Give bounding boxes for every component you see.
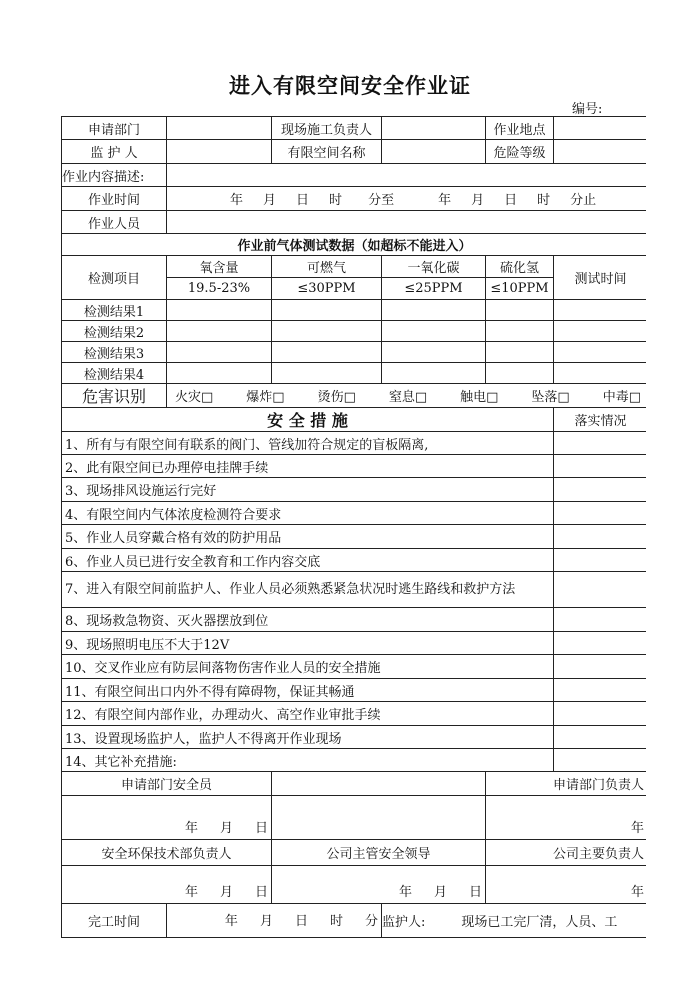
measure-item: 4、有限空间内气体浓度检测符合要求 [62,502,554,525]
unit: 时 [537,193,551,208]
unit: 月 [259,913,273,929]
unit: 月 [219,821,233,836]
result-cell[interactable] [167,363,272,384]
risk-level-label: 危险等级 [486,140,554,164]
hazard-label: 危害识别 [62,384,167,408]
unit: 年 [630,885,644,900]
result-cell[interactable] [272,321,382,342]
company-safety-leader-label: 公司主管安全领导 [272,840,486,866]
measure-item: 10、交叉作业应有防层间落物伤害作业人员的安全措施 [62,655,554,679]
safety-measures-heading: 安 全 措 施 [62,408,554,432]
limit-h2s: ≤10PPM [486,278,554,300]
result-cell[interactable] [554,363,647,384]
completion-time-label: 完工时间 [62,904,167,938]
result-cell[interactable] [167,321,272,342]
unit: 分止 [570,193,597,208]
workers-label: 作业人员 [62,211,167,234]
hazard-fire-checkbox[interactable]: 火灾□ [175,390,214,405]
completion-guardian-label: 监护人: [382,915,426,930]
blank-cell [272,772,486,796]
status-cell[interactable] [554,608,647,632]
status-cell[interactable] [554,432,647,455]
result-label: 检测结果2 [62,321,167,342]
gas-h2s: 硫化氢 [486,256,554,278]
result-cell[interactable] [486,321,554,342]
status-cell[interactable] [554,749,647,772]
space-name-label: 有限空间名称 [272,140,382,164]
space-name-field[interactable] [382,140,486,164]
limit-combustible: ≤30PPM [272,278,382,300]
unit: 分 [364,913,378,929]
company-safety-signature[interactable] [272,866,486,904]
workers-field[interactable] [167,211,647,234]
unit: 年 [184,885,198,900]
hazard-explosion-checkbox[interactable]: 爆炸□ [246,390,285,405]
unit: 月 [263,193,277,208]
measure-item: 2、此有限空间已办理停电挂牌手续 [62,455,554,478]
content-desc-label: 作业内容描述: [62,164,167,187]
measure-item: 7、进入有限空间前监护人、作业人员必须熟悉紧急状况时逃生路线和救护方法 [62,572,554,608]
status-cell[interactable] [554,572,647,608]
unit: 日 [468,885,482,900]
status-cell[interactable] [554,702,647,726]
limit-co: ≤25PPM [382,278,486,300]
hazard-poison-checkbox[interactable]: 中毒□ [602,390,641,405]
measure-item: 3、现场排风设施运行完好 [62,478,554,502]
result-cell[interactable] [272,363,382,384]
blank-signature[interactable] [272,796,486,840]
unit: 分至 [368,193,395,208]
result-label: 检测结果4 [62,363,167,384]
work-place-field[interactable] [554,117,647,140]
hazard-fall-checkbox[interactable]: 坠落□ [531,390,570,405]
status-cell[interactable] [554,632,647,655]
measure-item: 1、所有与有限空间有联系的阀门、管线加符合规定的盲板隔离, [62,432,554,455]
site-leader-label: 现场施工负责人 [272,117,382,140]
apply-safety-officer-label: 申请部门安全员 [62,772,272,796]
work-time-field[interactable] [167,187,647,211]
completion-time-field[interactable] [167,904,382,938]
gas-combustible: 可燃气 [272,256,382,278]
hazard-burn-checkbox[interactable]: 烫伤□ [317,390,356,405]
result-cell[interactable] [554,300,647,321]
result-cell[interactable] [486,342,554,363]
unit: 月 [471,193,485,208]
status-cell[interactable] [554,726,647,749]
result-cell[interactable] [554,342,647,363]
gas-co: 一氧化碳 [382,256,486,278]
measure-item: 12、有限空间内部作业，办理动火、高空作业审批手续 [62,702,554,726]
completion-note: 现场已工完厂清，人员、工 [461,915,618,930]
unit: 年 [438,193,452,208]
hazard-electric-checkbox[interactable]: 触电□ [460,390,499,405]
env-head-signature[interactable] [62,866,272,904]
unit: 年 [224,913,238,929]
status-cell[interactable] [554,679,647,702]
risk-level-field[interactable] [554,140,647,164]
result-cell[interactable] [486,363,554,384]
unit: 时 [329,913,343,929]
unit: 年 [184,821,198,836]
status-cell[interactable] [554,478,647,502]
env-dept-head-label: 安全环保技术部负责人 [62,840,272,866]
unit: 日 [504,193,518,208]
test-item-label: 检测项目 [62,256,167,300]
result-cell[interactable] [486,300,554,321]
guardian-field[interactable] [167,140,272,164]
measure-item: 14、其它补充措施: [62,749,554,772]
unit: 年 [630,821,644,836]
result-cell[interactable] [382,321,486,342]
status-cell[interactable] [554,455,647,478]
hazard-suffocation-checkbox[interactable]: 窒息□ [388,390,428,405]
content-desc-field[interactable] [167,164,647,187]
company-head-signature[interactable] [486,866,647,904]
page-title: 进入有限空间安全作业证 [229,74,471,98]
unit: 日 [294,913,308,929]
test-time-label: 测试时间 [554,256,647,300]
result-cell[interactable] [554,321,647,342]
measure-item: 5、作业人员穿戴合格有效的防护用品 [62,525,554,549]
result-cell[interactable] [272,342,382,363]
status-header: 落实情况 [554,408,647,432]
result-cell[interactable] [382,342,486,363]
limit-oxygen: 19.5-23% [167,278,272,300]
apply-dept-field[interactable] [167,117,272,140]
result-label: 检测结果1 [62,300,167,321]
guardian-label: 监 护 人 [62,140,167,164]
measure-item: 6、作业人员已进行安全教育和工作内容交底 [62,549,554,572]
unit: 年 [230,193,244,208]
gas-oxygen: 氧含量 [167,256,272,278]
result-cell[interactable] [167,342,272,363]
work-time-label: 作业时间 [62,187,167,211]
work-place-label: 作业地点 [486,117,554,140]
hazard-options [167,384,647,408]
site-leader-field[interactable] [382,117,486,140]
apply-dept-head-label: 申请部门负责人 [486,772,647,796]
apply-head-signature[interactable] [486,796,647,840]
gas-test-heading: 作业前气体测试数据（如超标不能进入） [62,234,647,256]
company-head-label: 公司主要负责人 [486,840,647,866]
unit: 时 [329,193,343,208]
measure-item: 13、设置现场监护人，监护人不得离开作业现场 [62,726,554,749]
unit: 年 [398,885,412,900]
unit: 月 [433,885,447,900]
result-cell[interactable] [272,300,382,321]
completion-guardian-cell[interactable] [382,904,647,938]
result-cell[interactable] [382,363,486,384]
result-label: 检测结果3 [62,342,167,363]
result-cell[interactable] [167,300,272,321]
unit: 日 [296,193,310,208]
serial-number-label: 编号: [572,102,603,117]
unit: 日 [254,821,268,836]
status-cell[interactable] [554,525,647,549]
permit-form [61,116,646,938]
measure-item: 8、现场救急物资、灭火器摆放到位 [62,608,554,632]
status-cell[interactable] [554,655,647,679]
measure-item: 11、有限空间出口内外不得有障碍物，保证其畅通 [62,679,554,702]
measure-item: 9、现场照明电压不大于12V [62,632,554,655]
apply-safety-signature[interactable] [62,796,272,840]
status-cell[interactable] [554,549,647,572]
status-cell[interactable] [554,502,647,525]
unit: 日 [254,885,268,900]
apply-dept-label: 申请部门 [62,117,167,140]
unit: 月 [219,885,233,900]
result-cell[interactable] [382,300,486,321]
